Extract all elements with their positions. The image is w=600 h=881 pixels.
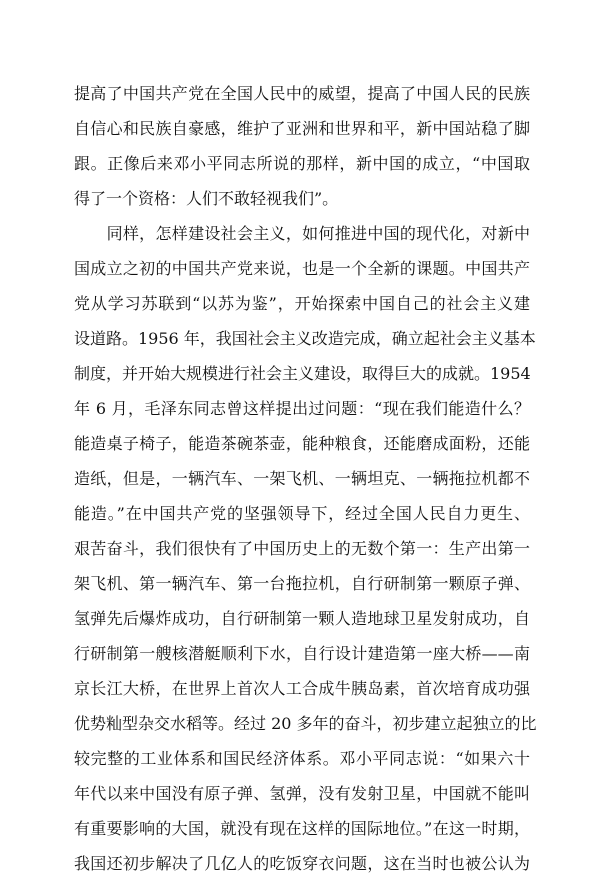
text-line: 优势籼型杂交水稻等。经过 20 多年的奋斗，初步建立起独立的比 — [74, 714, 537, 733]
text-line: 自信心和民族自豪感，维护了亚洲和世界和平，新中国站稳了脚 — [74, 119, 530, 138]
text-line: 京长江大桥，在世界上首次人工合成牛胰岛素，首次培育成功强 — [74, 679, 530, 698]
text-line: 年代以来中国没有原子弹、氢弹，没有发射卫星，中国就不能叫 — [74, 784, 530, 803]
text-line: 造纸，但是，一辆汽车、一架飞机、一辆坦克、一辆拖拉机都不 — [74, 469, 530, 488]
text-line: 国成立之初的中国共产党来说，也是一个全新的课题。中国共产 — [74, 259, 530, 278]
text-line: 有重要影响的大国，就没有现在这样的国际地位。”在这一时期， — [74, 819, 530, 838]
text-line: 我国还初步解决了几亿人的吃饭穿衣问题，这在当时也被公认为 — [74, 854, 530, 873]
text-line: 同样，怎样建设社会主义，如何推进中国的现代化，对新中 — [74, 224, 530, 243]
text-line: 较完整的工业体系和国民经济体系。邓小平同志说：“如果六十 — [74, 749, 530, 768]
text-line: 得了一个资格：人们不敢轻视我们”。 — [74, 189, 339, 208]
text-line: 架飞机、第一辆汽车、第一台拖拉机，自行研制第一颗原子弹、 — [74, 574, 530, 593]
text-line: 党从学习苏联到“以苏为鉴”，开始探索中国自己的社会主义建 — [74, 294, 530, 313]
text-line: 能造。”在中国共产党的坚强领导下，经过全国人民自力更生、 — [74, 504, 530, 523]
body-text — [74, 76, 537, 881]
text-line: 行研制第一艘核潜艇顺利下水，自行设计建造第一座大桥——南 — [74, 644, 530, 663]
text-line: 年 6 月，毛泽东同志曾这样提出过问题：“现在我们能造什么？ — [74, 399, 530, 418]
text-line: 氢弹先后爆炸成功，自行研制第一颗人造地球卫星发射成功，自 — [74, 609, 530, 628]
text-line: 跟。正像后来邓小平同志所说的那样，新中国的成立，“中国取 — [74, 154, 530, 173]
text-line: 能造桌子椅子，能造茶碗茶壶，能种粮食，还能磨成面粉，还能 — [74, 434, 530, 453]
text-line: 艰苦奋斗，我们很快有了中国历史上的无数个第一：生产出第一 — [74, 539, 530, 558]
text-line: 制度，并开始大规模进行社会主义建设，取得巨大的成就。1954 — [74, 364, 531, 383]
text-line: 提高了中国共产党在全国人民中的威望，提高了中国人民的民族 — [74, 84, 530, 103]
text-line: 设道路。1956 年，我国社会主义改造完成，确立起社会主义基本 — [74, 329, 536, 348]
